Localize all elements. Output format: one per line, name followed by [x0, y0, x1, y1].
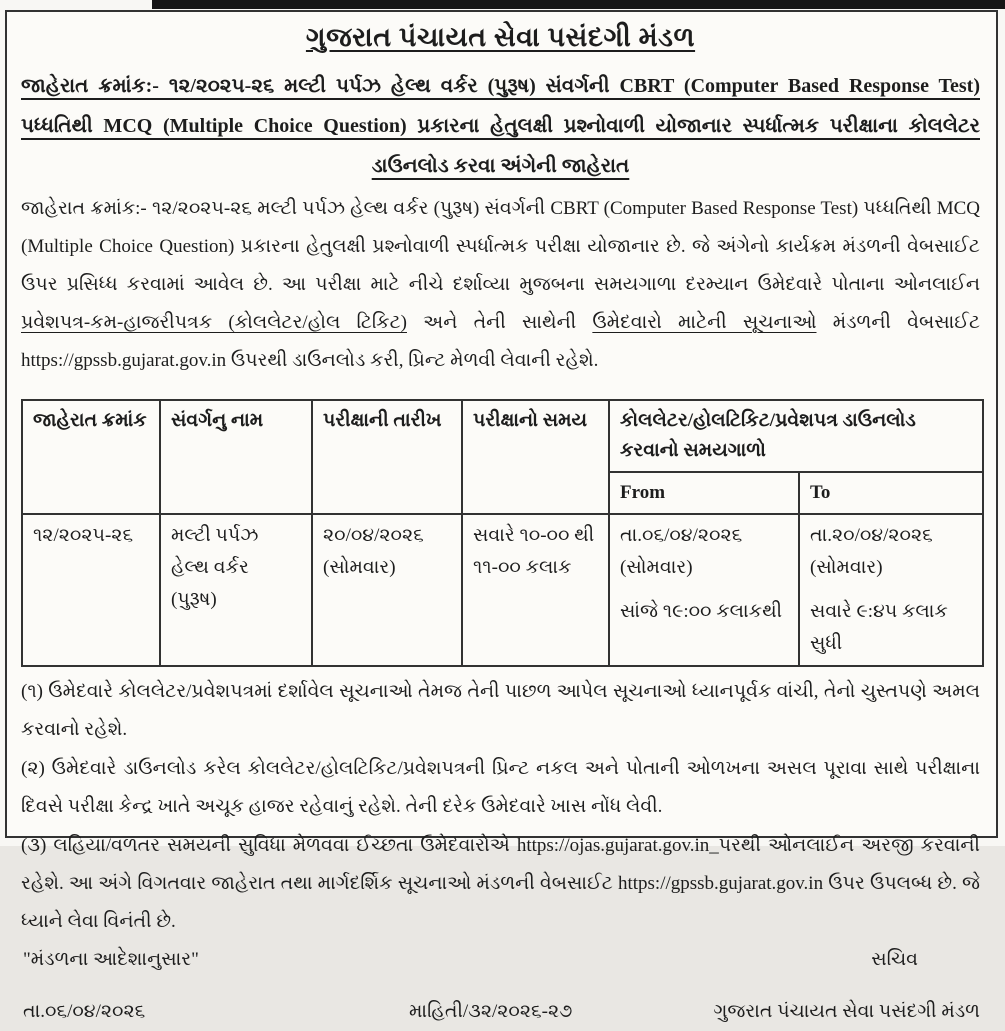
header-exam-time: પરીક્ષાનો સમય — [462, 400, 609, 514]
notice-heading — [21, 66, 980, 186]
gpssb-website-url-2: https://gpssb.gujarat.gov.in — [617, 873, 824, 894]
heading-line-3: ડાઉનલોડ કરવા અંગેની જાહેરાત — [371, 155, 630, 177]
cell-advt-no: ૧૨/૨૦૨૫-૨૬ — [22, 514, 160, 666]
exam-time-line-2: ૧૧-૦૦ કલાક — [473, 557, 572, 578]
header-exam-date: પરીક્ષાની તારીખ — [312, 400, 462, 514]
reference-number: માહિતી/૩૨/૨૦૨૬-૨૭ — [409, 1001, 573, 1022]
instruction-note-2: (૨) ઉમેદવારે ડાઉનલોડ કરેલ કોલલેટર/હોલટિકિટ/પ્રવેશપત્રની પ્રિન્ટ નકલ અને પોતાની ઓળખના અસલ પૂરાવા સાથે પરીક્ષાના દિવસે પરીક્ષા કેન્દ્ર ખાતે અચૂક હાજર રહેવાનું રહેશે. તેની દરેક ઉમેદવારે ખાસ નોંધ લેવી. — [21, 758, 980, 817]
document-border-frame — [5, 10, 998, 1022]
heading-line-1: જાહેરાત ક્રમાંક:- ૧૨/૨૦૨૫-૨૬ મલ્ટી પર્પઝ હેલ્થ વર્કર (પુરૂષ) સંવર્ગની CBRT (Computer Based Response Test) — [21, 75, 980, 97]
table-header-row — [22, 400, 983, 472]
header-download-period: કોલલેટર/હોલટિકિટ/પ્રવેશપત્ર ડાઉનલોડ કરવાનો સમયગાળો — [609, 400, 983, 472]
gpssb-website-url: https://gpssb.gujarat.gov.in — [21, 350, 227, 371]
intro-text-4: ઉપરથી ડાઉનલોડ કરી, પ્રિન્ટ મેળવી લેવાની રહેશે. — [226, 350, 599, 371]
intro-text-1: જાહેરાત ક્રમાંક:- ૧૨/૨૦૨૫-૨૬ મલ્ટી પર્પઝ હેલ્થ વર્કર (પુરૂષ) સંવર્ગની CBRT (Computer Based Response Test) પધ્ધતિથી MCQ (Multiple Choice Question) પ્રકારના હેતુલક્ષી પ્રશ્નોવાળી સ્પર્ધાત્મક પરીક્ષા યોજાનાર છે. જે અંગેનો કાર્યક્રમ મંડળની વેબસાઈટ ઉપર પ્રસિધ્ધ કરવામાં આવેલ છે. આ પરીક્ષા માટે નીચે દર્શાવ્યા મુજબના સમયગાળા દરમ્યાન ઉમેદવારે પોતાના ઓનલાઈન — [21, 198, 980, 295]
signature-footer — [21, 947, 980, 1031]
signatory-designation: સચિવ — [871, 949, 918, 970]
cell-download-to — [799, 514, 983, 666]
header-from: From — [609, 472, 799, 514]
exam-date-line-2: (સોમવાર) — [323, 557, 396, 578]
page-title — [21, 18, 980, 56]
to-time: સવારે ૯:૪૫ કલાક સુધી — [810, 601, 948, 654]
table-row — [22, 514, 983, 666]
note3-text-2: _પરથી ઓનલાઈન અરજી કરવાની રહેશે. આ અંગે વિગતવાર જાહેરાત તથા માર્ગદર્શિક સૂચનાઓ મંડળની વેબસાઈટ — [21, 835, 980, 894]
intro-underlined-instructions: ઉમેદવારો માટેની સૂચનાઓ — [592, 312, 817, 333]
by-order-text: "મંડળના આદેશાનુસાર" — [23, 949, 199, 970]
instruction-note-3 — [21, 827, 980, 941]
exam-date-line-1: ૨૦/૦૪/૨૦૨૬ — [323, 525, 424, 546]
ojas-website-url: https://ojas.gujarat.gov.in — [516, 835, 710, 856]
note3-text-3: ઉપર ઉપલબ્ધ છે. જે ધ્યાને લેવા વિનંતી છે. — [21, 873, 980, 932]
from-time: સાંજે ૧૯:૦૦ કલાકથી — [620, 601, 783, 622]
scan-artifact-bar — [152, 0, 1005, 9]
to-date: તા.૨૦/૦૪/૨૦૨૬ — [810, 525, 933, 546]
intro-text-3: મંડળની વેબસાઈટ — [816, 312, 981, 333]
cell-exam-time — [462, 514, 609, 666]
cadre-line-1: મલ્ટી પર્પઝ હેલ્થ વર્કર — [171, 525, 259, 578]
header-advt-no: જાહેરાત ક્રમાંક — [22, 400, 160, 514]
intro-paragraph — [21, 190, 980, 380]
exam-time-line-1: સવારે ૧૦-૦૦ થી — [473, 525, 595, 546]
to-day: (સોમવાર) — [810, 557, 883, 578]
intro-underlined-callletter: પ્રવેશપત્ર-કમ-હાજરીપત્રક (કોલલેટર/હોલ ટિકિટ) — [21, 312, 407, 333]
cell-exam-date — [312, 514, 462, 666]
header-to: To — [799, 472, 983, 514]
note3-text-1: (૩) લહિયા/વળતર સમયની સુવિધા મેળવવા ઈચ્છતા ઉમેદવારોએ — [21, 835, 517, 856]
instruction-note-1: (૧) ઉમેદવારે કોલલેટર/પ્રવેશપત્રમાં દર્શાવેલ સૂચનાઓ તેમજ તેની પાછળ આપેલ સૂચનાઓ ધ્યાનપૂર્વક વાંચી, તેનો ચુસ્તપણે અમલ કરવાનો રહેશે. — [21, 681, 980, 740]
instructions-section — [21, 673, 980, 941]
heading-line-2: પધ્ધતિથી MCQ (Multiple Choice Question) પ્રકારના હેતુલક્ષી પ્રશ્નોવાળી યોજાનાર સ્પર્ધાત્મક પરીક્ષાના કોલલેટર — [21, 115, 980, 137]
cell-cadre-name — [160, 514, 312, 666]
intro-text-2: અને તેની સાથેની — [406, 312, 593, 333]
cell-download-from — [609, 514, 799, 666]
organization-title: ગુજરાત પંચાયત સેવા પસંદગી મંડળ — [305, 22, 696, 52]
header-cadre-name: સંવર્ગનુ નામ — [160, 400, 312, 514]
exam-schedule-table — [21, 399, 984, 667]
from-date: તા.૦૬/૦૪/૨૦૨૬ — [620, 525, 743, 546]
notice-date: તા.૦૬/૦૪/૨૦૨૬ — [23, 1001, 146, 1022]
cadre-line-2: (પુરૂષ) — [171, 589, 217, 610]
from-day: (સોમવાર) — [620, 557, 693, 578]
organization-name: ગુજરાત પંચાયત સેવા પસંદગી મંડળ — [713, 1001, 980, 1022]
